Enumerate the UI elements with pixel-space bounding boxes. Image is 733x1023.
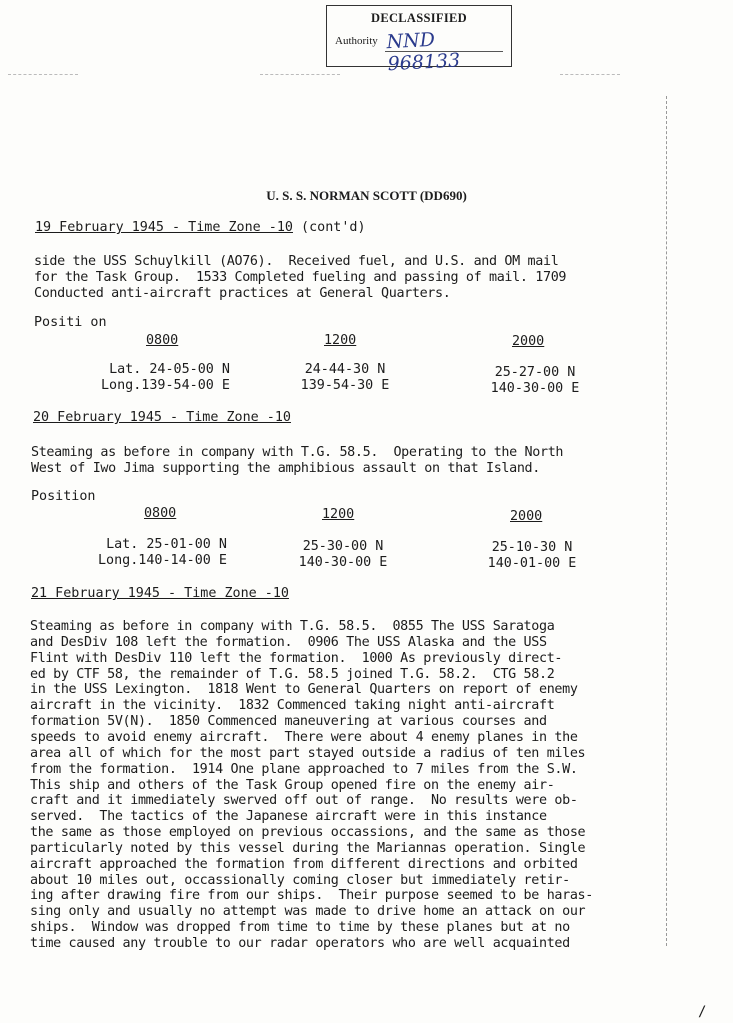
paragraph-line: for the Task Group. 1533 Completed fueling and passing of mail. 1709	[34, 270, 567, 285]
document-heading: U. S. S. NORMAN SCOTT (DD690)	[266, 188, 467, 203]
paragraph-line: area all of which for the most part stayed outside a radius of ten miles	[30, 745, 586, 761]
date-header-suffix: (cont'd)	[292, 220, 366, 235]
lat-2000: 25-10-30 N	[491, 540, 573, 555]
stamp-signature-line	[385, 51, 503, 52]
long-1200: 139-54-30 E	[300, 378, 390, 393]
scan-artifact-line	[560, 74, 620, 75]
stamp-title: DECLASSIFIED	[371, 11, 467, 25]
long-0800: Long.139-54-00 E	[101, 378, 230, 393]
position-label: Position	[31, 489, 96, 504]
paragraph-line: about 10 miles out, occassionally coming closer but immediately retir-	[30, 872, 570, 888]
lat-1200: 25-30-00 N	[302, 539, 384, 554]
paragraph-line: sing only and usually no attempt was made to drive home an attack on our	[30, 904, 586, 920]
paragraph-line: from the formation. 1914 One plane approached to 7 miles from the S.W.	[30, 761, 578, 777]
declassified-stamp	[326, 5, 512, 76]
paragraph-line: speeds to avoid enemy aircraft. There were about 4 enemy planes in the	[30, 729, 578, 745]
date-header-text: 20 February 1945 - Time Zone -10	[33, 410, 291, 425]
lat-2000: 25-27-00 N	[494, 365, 576, 380]
lat-1200: 24-44-30 N	[304, 362, 386, 377]
paragraph-line: side the USS Schuylkill (AO76). Received fuel, and U.S. and OM mail	[34, 254, 559, 269]
paragraph-line: formation 5V(N). 1850 Commenced maneuvering at various courses and	[30, 714, 547, 730]
date-header-text: 21 February 1945 - Time Zone -10	[31, 586, 289, 601]
lat-0800: Lat. 25-01-00 N	[106, 537, 227, 552]
paragraph-line: ships. Window was dropped from time to time by these planes but at no	[30, 920, 570, 936]
long-2000: 140-30-00 E	[490, 381, 580, 396]
paragraph-line: served. The tactics of the Japanese aircraft were in this instance	[30, 809, 547, 825]
paragraph-line: craft and it immediately swerved off out of range. No results were ob-	[30, 793, 578, 809]
paragraph-line: particularly noted by this vessel during the Mariannas operation. Single	[30, 840, 586, 856]
section-date-header	[31, 586, 289, 602]
time-1200: 1200	[322, 507, 355, 522]
paragraph-line: time caused any trouble to our radar operators who are well acquainted	[30, 936, 570, 951]
lat-0800: Lat. 24-05-00 N	[109, 362, 230, 377]
paragraph-line: aircraft approached the formation from different directions and orbited	[30, 856, 578, 872]
time-0800: 0800	[144, 506, 177, 521]
time-2000: 2000	[512, 334, 545, 349]
position-label: Positi on	[34, 315, 107, 330]
scan-artifact-line	[260, 74, 340, 75]
paragraph-line: aircraft in the vicinity. 1832 Commenced taking night anti-aircraft	[30, 698, 555, 714]
paragraph-line: Steaming as before in company with T.G. 58.5. Operating to the North	[31, 445, 564, 460]
scan-artifact-line	[8, 74, 78, 75]
paragraph-line: Flint with DesDiv 110 left the formation. 1000 As previously direct-	[30, 650, 563, 666]
paragraph-line: Steaming as before in company with T.G. 58.5. 0855 The USS Saratoga	[30, 619, 555, 634]
time-2000: 2000	[510, 509, 543, 524]
date-header-text: 19 February 1945 - Time Zone -10	[35, 220, 293, 235]
paragraph-line: This ship and others of the Task Group opened fire on the enemy air-	[30, 777, 555, 793]
scan-margin-line	[666, 96, 667, 946]
long-2000: 140-01-00 E	[487, 556, 577, 571]
long-0800: Long.140-14-00 E	[98, 553, 227, 568]
stamp-authority-value: NND 968133	[385, 28, 461, 76]
paragraph-line: West of Iwo Jima supporting the amphibious assault on that Island.	[31, 461, 540, 476]
section-date-header	[33, 410, 291, 426]
paragraph-line: ing after drawing fire from our ships. Their purpose seemed to be haras-	[30, 888, 593, 904]
paragraph-line: Conducted anti-aircraft practices at General Quarters.	[34, 286, 451, 301]
stamp-authority-label: Authority	[335, 35, 378, 47]
paragraph-line: ed by CTF 58, the remainder of T.G. 58.5 joined T.G. 58.2. CTG 58.2	[30, 666, 555, 682]
paragraph-line: and DesDiv 108 left the formation. 0906 The USS Alaska and the USS	[30, 634, 547, 650]
time-1200: 1200	[324, 333, 357, 348]
paragraph-line: in the USS Lexington. 1818 Went to General Quarters on report of enemy	[30, 682, 578, 698]
time-0800: 0800	[146, 333, 179, 348]
section-date-header	[35, 220, 366, 236]
page-mark: /	[698, 1004, 707, 1020]
paragraph-line: the same as those employed on previous occassions, and the same as those	[30, 825, 586, 841]
long-1200: 140-30-00 E	[298, 555, 388, 570]
